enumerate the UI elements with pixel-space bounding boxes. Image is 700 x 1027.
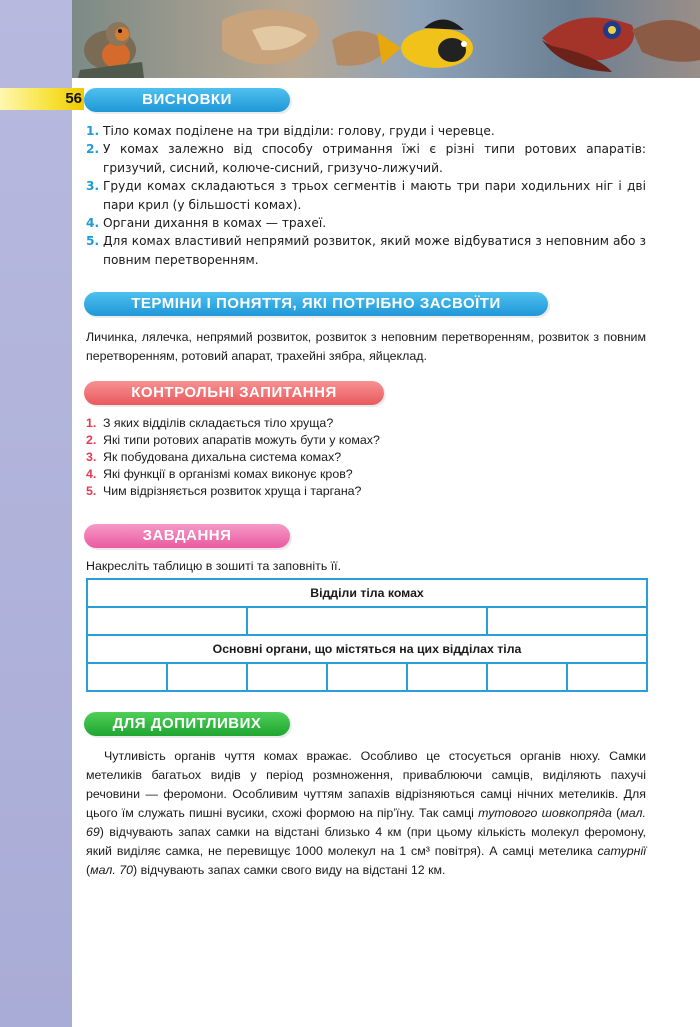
list-item xyxy=(86,122,646,140)
item-text: У комах залежно від способу отримання їжі є різні типи ротових апаратів: гризучий, сисний, колюче-сисний, гризучо-лижучий. xyxy=(103,142,646,175)
conclusions-list xyxy=(86,122,646,269)
table-cell xyxy=(247,607,487,635)
table-header-body-sections: Відділи тіла комах xyxy=(87,579,647,607)
item-number: 1. xyxy=(86,416,97,430)
table-cell xyxy=(407,663,487,691)
item-text: Як побудована дихальна система комах? xyxy=(103,450,342,464)
text-run: ( xyxy=(611,806,621,820)
item-text: Груди комах складаються з трьох сегментів і мають три пари ходильних ніг і дві пари крил (у більшості комах). xyxy=(103,179,646,212)
table-row xyxy=(87,579,647,607)
list-item xyxy=(86,232,646,269)
item-text: Органи дихання в комах — трахеї. xyxy=(103,216,327,231)
table-row xyxy=(87,607,647,635)
list-item xyxy=(86,449,646,466)
table-cell xyxy=(87,663,167,691)
item-number: 4. xyxy=(86,467,97,481)
list-item xyxy=(86,177,646,214)
curious-paragraph xyxy=(86,747,646,880)
item-number: 2. xyxy=(86,142,100,157)
questions-heading xyxy=(84,381,384,405)
item-text: Які функції в організмі комах виконує кров? xyxy=(103,467,353,481)
terms-text: Личинка, лялечка, непрямий розвиток, розвиток з неповним перетворенням, розвиток з повним перетворенням, ротовий апарат, трахейні зябра, яйцеклад. xyxy=(86,330,646,363)
conclusions-title: ВИСНОВКИ xyxy=(142,91,232,108)
item-number: 3. xyxy=(86,179,100,194)
tasks-title: ЗАВДАННЯ xyxy=(142,527,232,544)
list-item xyxy=(86,466,646,483)
page-number: 56 xyxy=(65,90,82,107)
left-sidebar-band xyxy=(0,0,72,1027)
text-run: Чутливість органів чуття комах вражає. Особливо це стосується органів нюху. Самки метеликів багатьох видів у період розмноження, приваблюючи самців, виділяють пахучі речовини — феромони. Особливим чуттям запахів відрізняються самці нічних метеликів. Для цього їм служать пишні вусики, схожі формою на пір’їну. Так самці xyxy=(86,749,646,820)
item-number: 5. xyxy=(86,234,100,249)
questions-list xyxy=(86,415,646,500)
table-cell xyxy=(487,663,567,691)
list-item xyxy=(86,214,646,232)
item-text: Чим відрізняється розвиток хруща і таргана? xyxy=(103,484,362,498)
italic-term: тутового шовкопряда xyxy=(478,806,612,820)
item-number: 4. xyxy=(86,216,100,231)
table-row xyxy=(87,635,647,663)
list-item xyxy=(86,432,646,449)
list-item xyxy=(86,483,646,500)
figure-reference: мал. 70 xyxy=(90,863,134,877)
table-cell xyxy=(167,663,247,691)
item-text: Які типи ротових апаратів можуть бути у комах? xyxy=(103,433,380,447)
text-run: ( xyxy=(86,863,91,877)
table-cell xyxy=(327,663,407,691)
curious-title: ДЛЯ ДОПИТЛИВИХ xyxy=(112,715,262,732)
conclusions-heading xyxy=(84,88,290,112)
terms-title: ТЕРМІНИ І ПОНЯТТЯ, ЯКІ ПОТРІБНО ЗАСВОЇТИ xyxy=(131,295,501,312)
header-photo-banner xyxy=(72,0,700,78)
figure-reference: мал. 69 xyxy=(86,806,646,839)
table-cell xyxy=(87,607,247,635)
item-number: 5. xyxy=(86,484,97,498)
table-cell xyxy=(567,663,647,691)
list-item xyxy=(86,140,646,177)
item-number: 3. xyxy=(86,450,97,464)
tasks-instruction: Накресліть таблицю в зошиті та заповніть її. xyxy=(86,559,342,573)
table-cell xyxy=(487,607,647,635)
table-row xyxy=(87,663,647,691)
item-number: 1. xyxy=(86,124,100,138)
body-parts-table xyxy=(86,578,648,692)
text-run: ) відчувають запах самки на відстані близько 4 км (при цьому кількість молекул феромону, який виділяє самка, не перевищує 1000 молекул на 1 см³ повітря). А самці метелика xyxy=(86,825,646,858)
item-number: 2. xyxy=(86,433,97,447)
item-text: Для комах властивий непрямий розвиток, який може відбуватися з неповним або з повним перетворенням. xyxy=(103,234,646,267)
table-cell xyxy=(247,663,327,691)
questions-title: КОНТРОЛЬНІ ЗАПИТАННЯ xyxy=(131,384,337,401)
list-item xyxy=(86,415,646,432)
text-run: ) відчувають запах самки свого виду на відстані 12 км. xyxy=(133,863,446,877)
curious-heading xyxy=(84,712,290,736)
terms-heading xyxy=(84,292,548,316)
italic-term: сатурнії xyxy=(597,844,646,858)
tasks-heading xyxy=(84,524,290,548)
table-header-main-organs: Основні органи, що містяться на цих відділах тіла xyxy=(87,635,647,663)
item-text: З яких відділів складається тіло хруща? xyxy=(103,416,334,430)
item-text: Тіло комах поділене на три відділи: голову, груди і черевце. xyxy=(103,124,495,138)
